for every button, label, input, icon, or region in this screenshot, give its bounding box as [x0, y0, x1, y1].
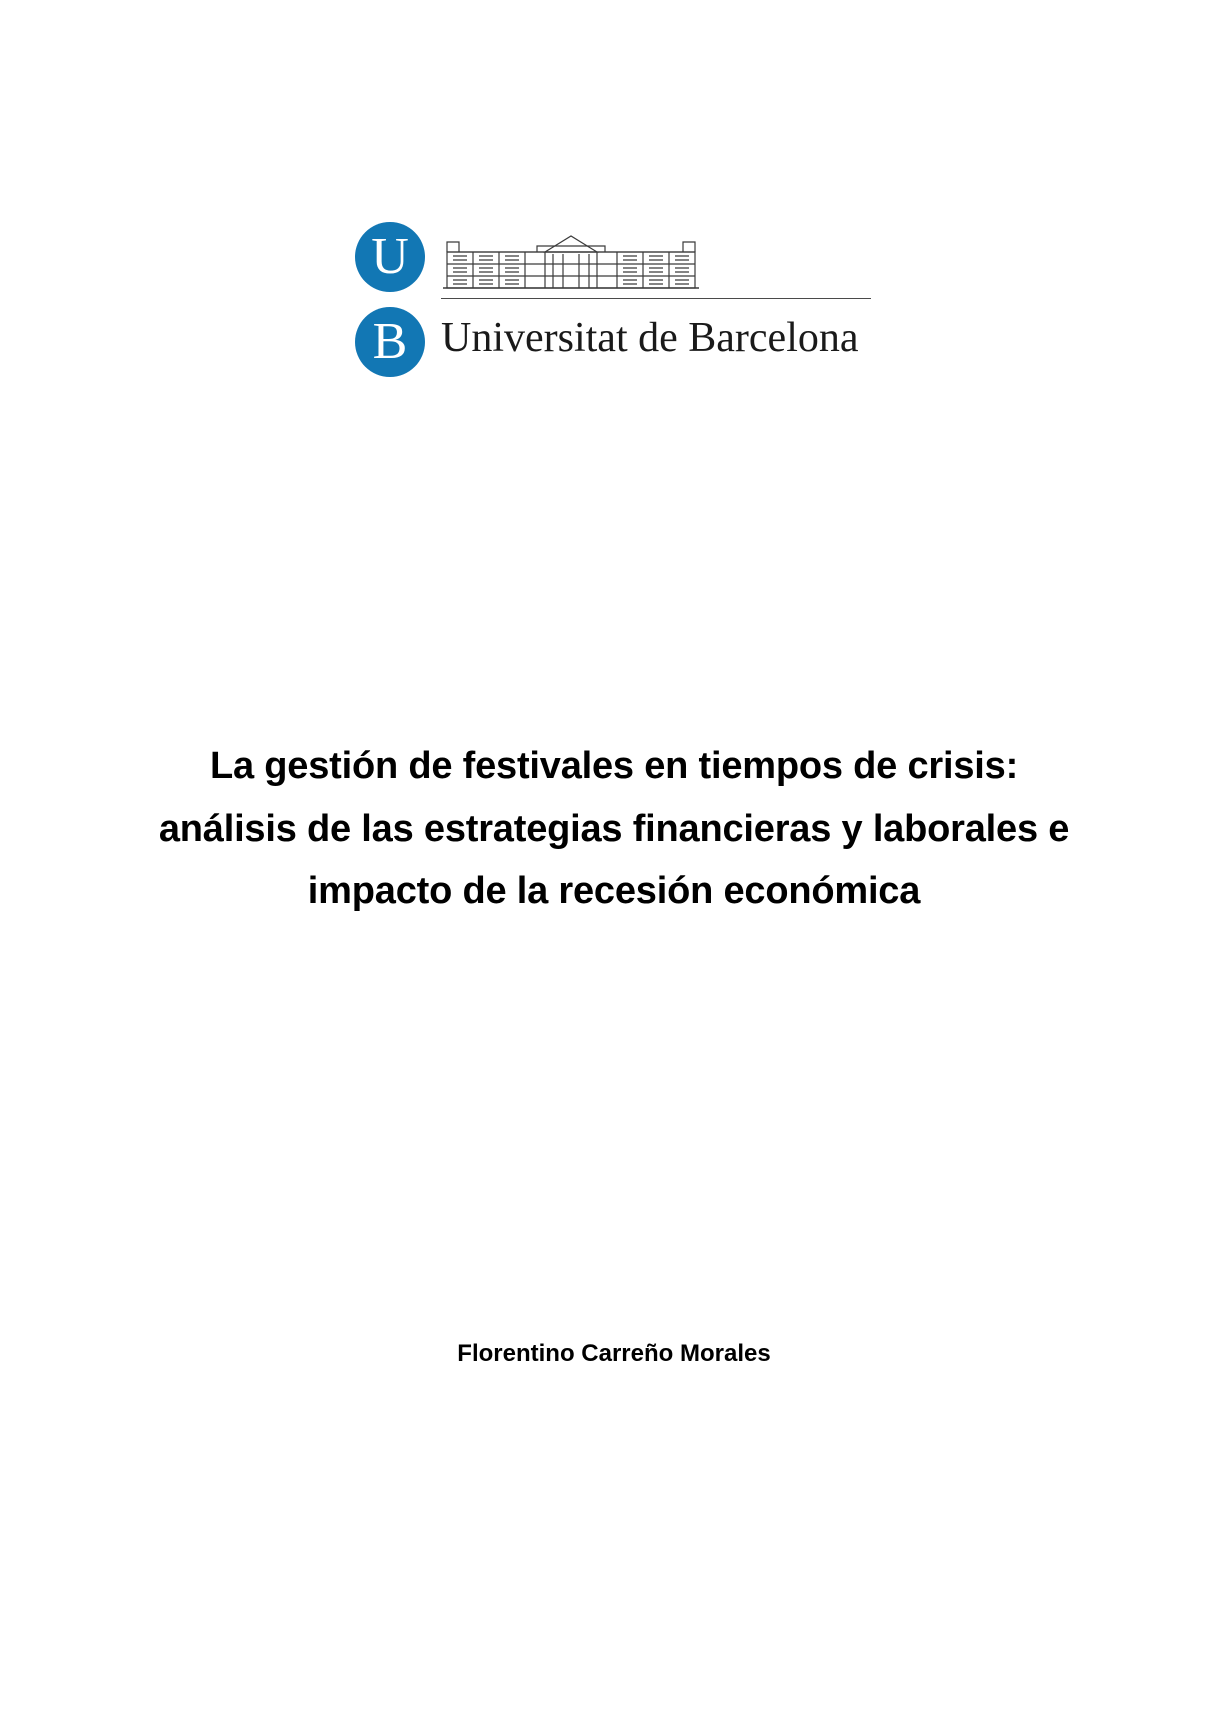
university-building-icon — [441, 222, 701, 292]
logo-letter-b: B — [355, 307, 425, 377]
logo-letter-u: U — [355, 222, 425, 292]
logo-right-group — [441, 222, 871, 359]
university-logo — [355, 222, 875, 377]
document-title: La gestión de festivales en tiempos de crisis: análisis de las estrategias financieras y laborales e impacto de la recesión económica — [158, 745, 1070, 913]
logo-letters — [355, 222, 437, 377]
institution-name: Universitat de Barcelona — [441, 315, 859, 361]
document-author: Florentino Carreño Morales — [457, 1340, 771, 1367]
logo-divider — [441, 298, 871, 299]
